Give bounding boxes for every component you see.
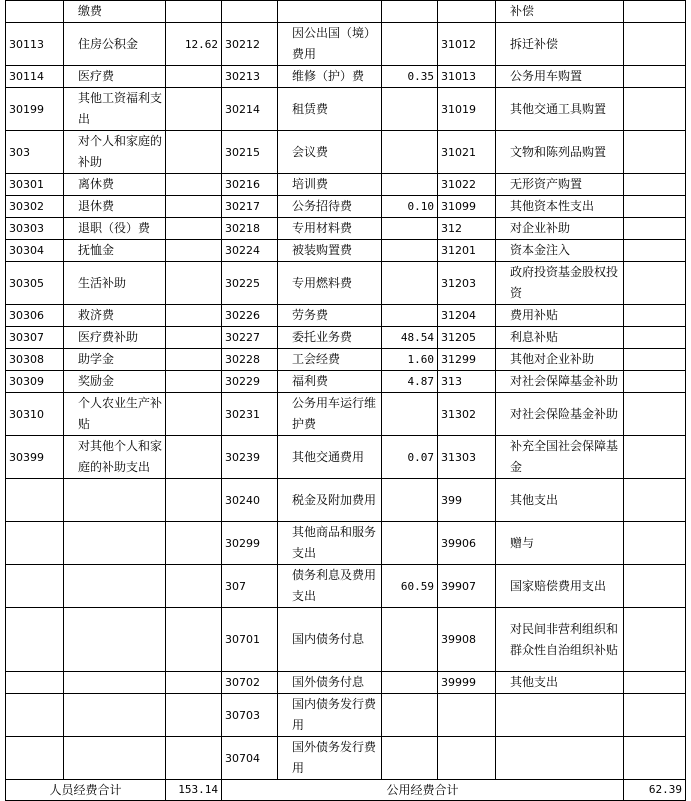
cell-name: [496, 737, 624, 780]
cell-code: 31012: [438, 23, 496, 66]
table-row: [6, 196, 686, 218]
cell-amount: [166, 479, 222, 522]
cell-code: 312: [438, 218, 496, 240]
table-row: [6, 672, 686, 694]
cell-name: [496, 694, 624, 737]
cell-name: 培训费: [278, 174, 382, 196]
table-row: [6, 218, 686, 240]
cell-name: [278, 1, 382, 23]
cell-name: 费用补贴: [496, 305, 624, 327]
table-row: [6, 608, 686, 672]
cell-code: 30302: [6, 196, 64, 218]
cell-name: 生活补助: [64, 262, 166, 305]
cell-name: 福利费: [278, 371, 382, 393]
cell-amount: [166, 218, 222, 240]
expense-table: [5, 0, 686, 801]
cell-code: 399: [438, 479, 496, 522]
cell-name: 国外债务发行费用: [278, 737, 382, 780]
cell-name: [64, 479, 166, 522]
cell-code: 30304: [6, 240, 64, 262]
cell-code: [6, 737, 64, 780]
cell-code: 30303: [6, 218, 64, 240]
cell-name: 工会经费: [278, 349, 382, 371]
cell-code: 31201: [438, 240, 496, 262]
cell-name: 专用燃料费: [278, 262, 382, 305]
cell-name: 助学金: [64, 349, 166, 371]
cell-code: 31019: [438, 88, 496, 131]
cell-name: 奖励金: [64, 371, 166, 393]
cell-code: 30229: [222, 371, 278, 393]
cell-amount: [382, 608, 438, 672]
cell-amount: [382, 23, 438, 66]
table-row: [6, 694, 686, 737]
cell-code: 30305: [6, 262, 64, 305]
cell-name: 公务招待费: [278, 196, 382, 218]
cell-name: 专用材料费: [278, 218, 382, 240]
cell-code: 39906: [438, 522, 496, 565]
cell-code: 30308: [6, 349, 64, 371]
cell-name: 劳务费: [278, 305, 382, 327]
cell-name: 债务利息及费用支出: [278, 565, 382, 608]
cell-amount: [382, 694, 438, 737]
cell-amount: [624, 196, 686, 218]
cell-code: 31021: [438, 131, 496, 174]
cell-name: 国内债务发行费用: [278, 694, 382, 737]
cell-name: 委托业务费: [278, 327, 382, 349]
cell-code: 30307: [6, 327, 64, 349]
cell-code: 30114: [6, 66, 64, 88]
cell-code: [6, 565, 64, 608]
cell-amount: [624, 565, 686, 608]
cell-name: 税金及附加费用: [278, 479, 382, 522]
cell-amount: [166, 1, 222, 23]
cell-name: 救济费: [64, 305, 166, 327]
cell-amount: [624, 436, 686, 479]
cell-amount: [166, 608, 222, 672]
cell-code: [6, 694, 64, 737]
table-row: [6, 565, 686, 608]
cell-amount: [166, 522, 222, 565]
cell-amount: 12.62: [166, 23, 222, 66]
cell-code: 30218: [222, 218, 278, 240]
cell-amount: [624, 88, 686, 131]
cell-amount: [382, 305, 438, 327]
cell-name: 会议费: [278, 131, 382, 174]
cell-code: 39907: [438, 565, 496, 608]
totals-row: [6, 780, 686, 801]
table-row: [6, 240, 686, 262]
cell-code: 30225: [222, 262, 278, 305]
cell-name: 医疗费补助: [64, 327, 166, 349]
cell-code: 30214: [222, 88, 278, 131]
table-body: [6, 1, 686, 780]
cell-name: 被装购置费: [278, 240, 382, 262]
table-row: [6, 66, 686, 88]
cell-name: 因公出国（境）费用: [278, 23, 382, 66]
cell-name: 国内债务付息: [278, 608, 382, 672]
cell-name: 抚恤金: [64, 240, 166, 262]
cell-amount: [382, 174, 438, 196]
cell-amount: 4.87: [382, 371, 438, 393]
cell-name: 个人农业生产补贴: [64, 393, 166, 436]
table-row: [6, 371, 686, 393]
cell-code: 30309: [6, 371, 64, 393]
cell-name: 退休费: [64, 196, 166, 218]
cell-name: 其他商品和服务支出: [278, 522, 382, 565]
cell-code: 30310: [6, 393, 64, 436]
cell-code: 31099: [438, 196, 496, 218]
cell-name: 其他支出: [496, 479, 624, 522]
cell-code: 303: [6, 131, 64, 174]
cell-name: [64, 737, 166, 780]
cell-code: [438, 1, 496, 23]
cell-code: 30227: [222, 327, 278, 349]
cell-code: 39908: [438, 608, 496, 672]
cell-amount: [166, 737, 222, 780]
cell-amount: [166, 88, 222, 131]
cell-name: 国外债务付息: [278, 672, 382, 694]
cell-name: 对社会保险基金补助: [496, 393, 624, 436]
cell-code: 31205: [438, 327, 496, 349]
cell-name: 缴费: [64, 1, 166, 23]
cell-code: [6, 479, 64, 522]
cell-code: 31302: [438, 393, 496, 436]
cell-name: 利息补贴: [496, 327, 624, 349]
cell-code: 30704: [222, 737, 278, 780]
cell-amount: [624, 694, 686, 737]
cell-code: 30217: [222, 196, 278, 218]
cell-name: 政府投资基金股权投资: [496, 262, 624, 305]
cell-amount: [166, 694, 222, 737]
cell-code: 30215: [222, 131, 278, 174]
table-row: [6, 305, 686, 327]
cell-amount: [166, 327, 222, 349]
cell-amount: [166, 565, 222, 608]
personnel-total-value: 153.14: [166, 780, 222, 801]
cell-code: 31204: [438, 305, 496, 327]
cell-name: [64, 565, 166, 608]
cell-amount: [382, 262, 438, 305]
cell-amount: 48.54: [382, 327, 438, 349]
cell-name: [64, 694, 166, 737]
table-row: [6, 174, 686, 196]
cell-code: 313: [438, 371, 496, 393]
cell-code: 30701: [222, 608, 278, 672]
cell-amount: [382, 218, 438, 240]
cell-code: 30299: [222, 522, 278, 565]
cell-name: 文物和陈列品购置: [496, 131, 624, 174]
cell-amount: [166, 131, 222, 174]
cell-name: [64, 522, 166, 565]
cell-code: 30226: [222, 305, 278, 327]
cell-amount: [624, 672, 686, 694]
cell-code: [222, 1, 278, 23]
cell-code: 30199: [6, 88, 64, 131]
table-row: [6, 522, 686, 565]
cell-amount: [624, 174, 686, 196]
public-total-label: 公用经费合计: [222, 780, 624, 801]
cell-code: 31013: [438, 66, 496, 88]
table-row: [6, 737, 686, 780]
cell-code: [438, 694, 496, 737]
cell-code: 30240: [222, 479, 278, 522]
cell-amount: [166, 305, 222, 327]
cell-code: 30113: [6, 23, 64, 66]
cell-code: [6, 672, 64, 694]
cell-amount: [624, 131, 686, 174]
cell-name: 维修（护）费: [278, 66, 382, 88]
table-row: [6, 393, 686, 436]
cell-name: 补充全国社会保障基金: [496, 436, 624, 479]
cell-name: 退职（役）费: [64, 218, 166, 240]
cell-code: 39999: [438, 672, 496, 694]
cell-name: 拆迁补偿: [496, 23, 624, 66]
cell-amount: [624, 349, 686, 371]
cell-code: 31203: [438, 262, 496, 305]
cell-amount: [382, 88, 438, 131]
cell-name: 赠与: [496, 522, 624, 565]
cell-code: 31303: [438, 436, 496, 479]
cell-amount: 1.60: [382, 349, 438, 371]
cell-amount: [624, 371, 686, 393]
cell-amount: [624, 327, 686, 349]
cell-name: [64, 672, 166, 694]
cell-code: 30231: [222, 393, 278, 436]
cell-amount: [166, 371, 222, 393]
cell-amount: [624, 23, 686, 66]
cell-amount: [382, 672, 438, 694]
cell-name: 医疗费: [64, 66, 166, 88]
cell-name: 公务用车运行维护费: [278, 393, 382, 436]
cell-amount: [624, 393, 686, 436]
cell-name: 其他支出: [496, 672, 624, 694]
cell-name: 其他资本性支出: [496, 196, 624, 218]
cell-code: 30239: [222, 436, 278, 479]
cell-amount: [382, 737, 438, 780]
cell-amount: [382, 522, 438, 565]
cell-name: 资本金注入: [496, 240, 624, 262]
cell-amount: [624, 608, 686, 672]
cell-amount: [382, 131, 438, 174]
cell-code: [6, 1, 64, 23]
cell-code: [438, 737, 496, 780]
cell-code: 30228: [222, 349, 278, 371]
cell-amount: 0.07: [382, 436, 438, 479]
cell-amount: [382, 479, 438, 522]
table-row: [6, 349, 686, 371]
cell-amount: [624, 218, 686, 240]
table-row: [6, 131, 686, 174]
cell-amount: [382, 1, 438, 23]
cell-code: 30224: [222, 240, 278, 262]
table-row: [6, 436, 686, 479]
cell-amount: [166, 262, 222, 305]
cell-amount: [624, 737, 686, 780]
cell-amount: [624, 262, 686, 305]
cell-amount: 0.35: [382, 66, 438, 88]
cell-name: 对社会保障基金补助: [496, 371, 624, 393]
cell-amount: [166, 436, 222, 479]
cell-amount: [624, 522, 686, 565]
cell-amount: [624, 240, 686, 262]
public-total-value: 62.39: [624, 780, 686, 801]
cell-name: 离休费: [64, 174, 166, 196]
cell-amount: [624, 479, 686, 522]
table-row: [6, 262, 686, 305]
cell-code: 307: [222, 565, 278, 608]
cell-name: [64, 608, 166, 672]
cell-code: 30212: [222, 23, 278, 66]
table-row: [6, 23, 686, 66]
cell-name: 无形资产购置: [496, 174, 624, 196]
cell-code: 30702: [222, 672, 278, 694]
cell-amount: [166, 196, 222, 218]
cell-amount: [624, 305, 686, 327]
cell-code: 30213: [222, 66, 278, 88]
cell-amount: [166, 66, 222, 88]
cell-name: 对民间非营利组织和群众性自治组织补贴: [496, 608, 624, 672]
cell-amount: [166, 393, 222, 436]
cell-amount: 60.59: [382, 565, 438, 608]
cell-name: 其他交通工具购置: [496, 88, 624, 131]
cell-amount: [166, 349, 222, 371]
cell-name: 住房公积金: [64, 23, 166, 66]
cell-code: 30216: [222, 174, 278, 196]
cell-name: 对企业补助: [496, 218, 624, 240]
cell-code: 30301: [6, 174, 64, 196]
cell-code: [6, 522, 64, 565]
cell-name: 其他对企业补助: [496, 349, 624, 371]
table-row: [6, 88, 686, 131]
cell-name: 补偿: [496, 1, 624, 23]
cell-name: 国家赔偿费用支出: [496, 565, 624, 608]
cell-name: 公务用车购置: [496, 66, 624, 88]
personnel-total-label: 人员经费合计: [6, 780, 166, 801]
cell-code: 31299: [438, 349, 496, 371]
cell-code: [6, 608, 64, 672]
cell-code: 30399: [6, 436, 64, 479]
table-row: [6, 1, 686, 23]
table-row: [6, 479, 686, 522]
cell-name: 其他交通费用: [278, 436, 382, 479]
cell-name: 对个人和家庭的补助: [64, 131, 166, 174]
cell-name: 其他工资福利支出: [64, 88, 166, 131]
cell-name: 租赁费: [278, 88, 382, 131]
cell-amount: [624, 66, 686, 88]
cell-amount: [382, 393, 438, 436]
cell-amount: 0.10: [382, 196, 438, 218]
cell-code: 30306: [6, 305, 64, 327]
cell-amount: [382, 240, 438, 262]
cell-code: 30703: [222, 694, 278, 737]
cell-amount: [624, 1, 686, 23]
cell-amount: [166, 174, 222, 196]
table-row: [6, 327, 686, 349]
cell-name: 对其他个人和家庭的补助支出: [64, 436, 166, 479]
cell-code: 31022: [438, 174, 496, 196]
cell-amount: [166, 672, 222, 694]
cell-amount: [166, 240, 222, 262]
